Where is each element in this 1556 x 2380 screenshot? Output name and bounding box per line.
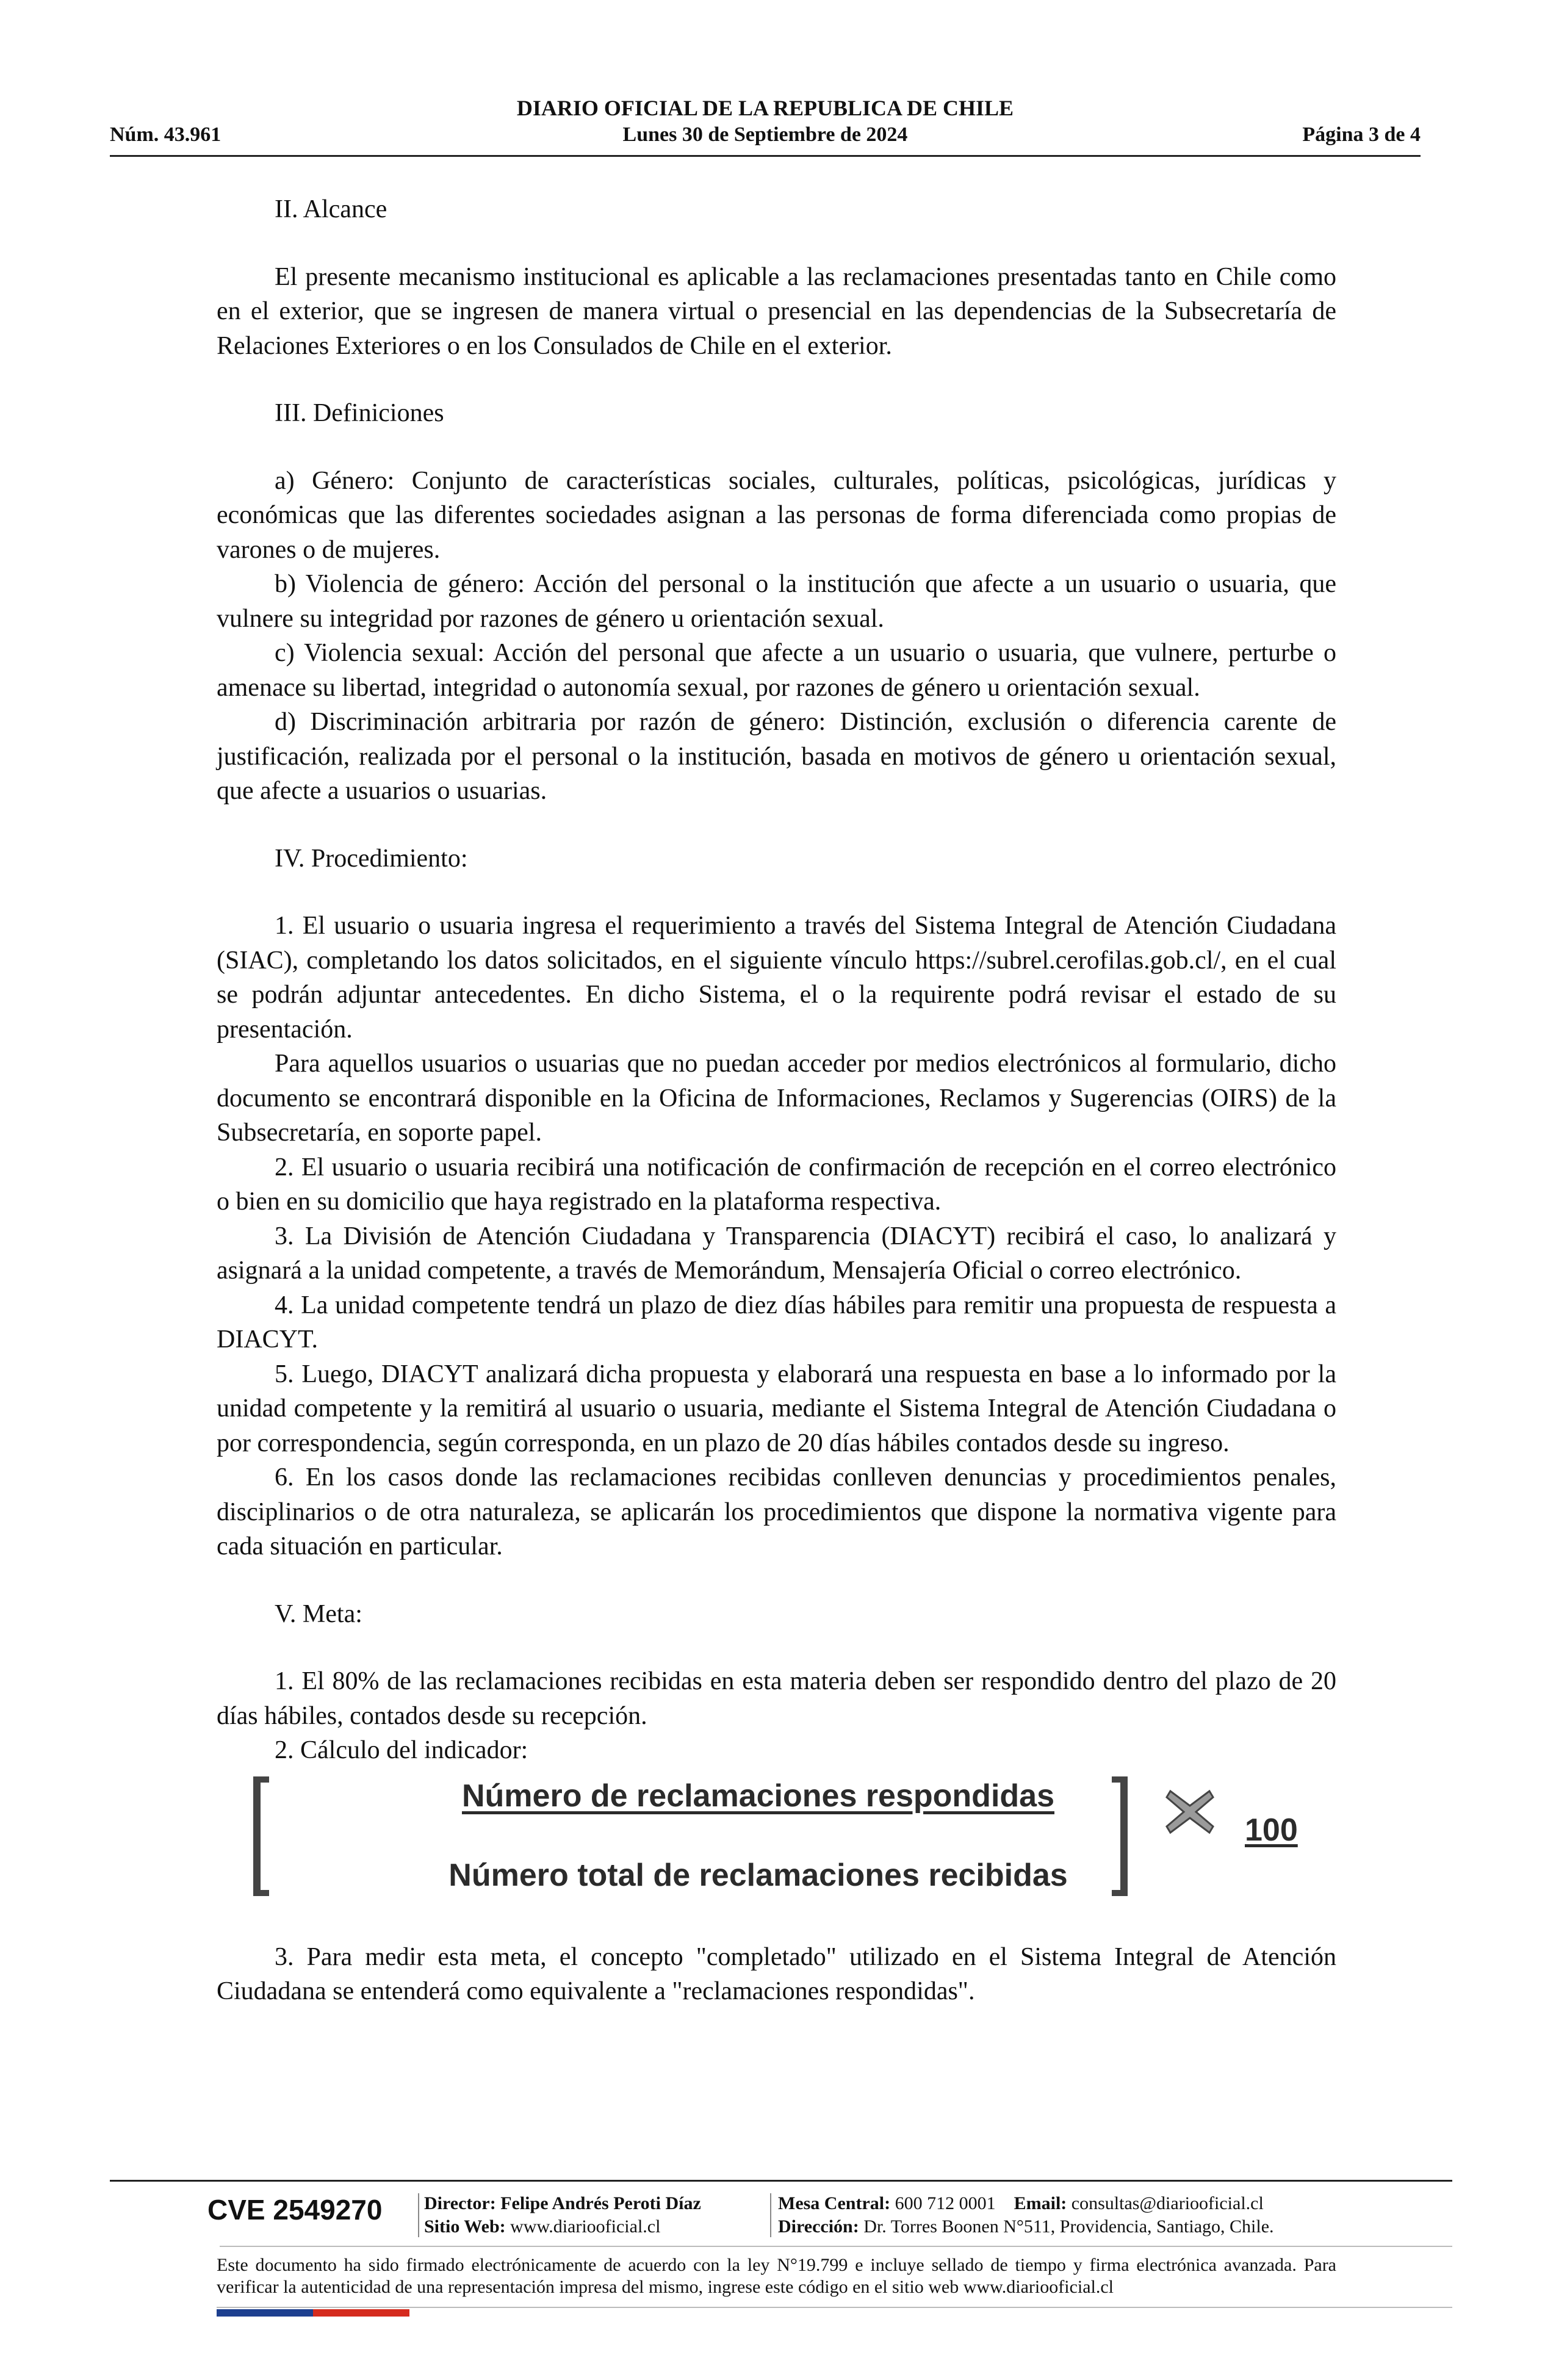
issue-number: Núm. 43.961 [110, 123, 222, 146]
newspaper-title: DIARIO OFICIAL DE LA REPUBLICA DE CHILE [516, 96, 1014, 120]
footer-director-block [424, 2192, 701, 2238]
formula-numerator: Número de reclamaciones respondidas [461, 1778, 1054, 1814]
procedure-step: 3. La División de Atención Ciudadana y Transparencia (DIACYT) recibirá el caso, lo analizará y asignará a la unidad competente, a través de Memorándum, Mensajería Oficial o correo electrónico. [217, 1222, 1336, 1285]
director-name: Felipe Andrés Peroti Díaz [500, 2193, 701, 2213]
meta-item: 2. Cálculo del indicador: [275, 1736, 528, 1764]
flag-stripe [217, 2309, 409, 2317]
definition-item: b) Violencia de género: Acción del personal o la institución que afecte a un usuario o usuaria, que vulnere su integridad por razones de género u orientación sexual. [217, 570, 1336, 633]
mesa-phone: 600 712 0001 [895, 2193, 996, 2213]
procedure-step: Para aquellos usuarios o usuarias que no puedan acceder por medios electrónicos al formulario, dicho documento se encontrará disponible en la Oficina de Informaciones, Reclamos y Sugerencias (OIRS) de la Subsecretaría, en soporte papel. [217, 1050, 1336, 1147]
indicator-formula [217, 1773, 1336, 1913]
page-footer [110, 2180, 1452, 2326]
alcance-paragraph: El presente mecanismo institucional es aplicable a las reclamaciones presentadas tanto en Chile como en el exterior, que se ingresen de manera virtual o presencial en las dependencias de la Subsecretaría de Relaciones Exteriores o en los Consulados de Chile en el exterior. [217, 262, 1336, 360]
meta-item: 1. El 80% de las reclamaciones recibidas en esta materia deben ser respondido dentro del plazo de 20 días hábiles, contados desde su recepción. [217, 1667, 1336, 1730]
page-number: Página 3 de 4 [1302, 123, 1421, 146]
section-heading-definiciones: III. Definiciones [275, 399, 444, 427]
section-heading-procedimiento: IV. Procedimiento: [275, 844, 468, 873]
signature-notice: Este documento ha sido firmado electrónicamente de acuerdo con la ley N°19.799 e incluye sellado de tiempo y firma electrónica avanzada. Para verificar la autenticidad de una representación impresa del mismo, ingrese este código en el sitio web www.diariooficial.cl [217, 2255, 1336, 2297]
multiply-icon [1165, 1787, 1214, 1836]
left-bracket [253, 1776, 269, 1896]
footer-contact-block [778, 2192, 1274, 2238]
section-heading-alcance: II. Alcance [275, 195, 387, 223]
website-label: Sitio Web: [424, 2216, 506, 2237]
website-line [424, 2215, 701, 2238]
definition-item: d) Discriminación arbitraria por razón de género: Distinción, exclusión o diferencia carente de justificación, realizada por el personal o la institución, basada en motivos de género u orientación sexual, que afecte a usuarios o usuarias. [217, 708, 1336, 805]
cve-code: CVE 2549270 [207, 2194, 383, 2226]
address-label: Dirección: [778, 2216, 859, 2237]
procedure-step: 4. La unidad competente tendrá un plazo de diez días hábiles para remitir una propuesta de respuesta a DIACYT. [217, 1291, 1336, 1354]
footer-divider [110, 2180, 1452, 2182]
director-line [424, 2192, 701, 2215]
flag-red-segment [313, 2309, 409, 2317]
document-body [217, 192, 1336, 2009]
meta-closing: 3. Para medir esta meta, el concepto "completado" utilizado en el Sistema Integral de Atención Ciudadana se entenderá como equivalente a "reclamaciones respondidas". [217, 1942, 1336, 2005]
issue-date: Lunes 30 de Septiembre de 2024 [622, 123, 908, 146]
director-label: Director: [424, 2193, 496, 2213]
procedure-step: 6. En los casos donde las reclamaciones recibidas conlleven denuncias y procedimientos penales, disciplinarios o de otra naturaleza, se aplicarán los procedimientos que dispone la normativa vigente para cada situación en particular. [217, 1463, 1336, 1560]
procedure-step: 1. El usuario o usuaria ingresa el requerimiento a través del Sistema Integral de Atención Ciudadana (SIAC), completando los datos solicitados, en el siguiente vínculo https://subrel.cerofilas.gob.cl/, en el cual se podrán adjuntar antecedentes. En dicho Sistema, el o la requirente podrá revisar el estado de su presentación. [217, 912, 1336, 1044]
page-header [110, 92, 1421, 159]
flag-blue-segment [217, 2309, 313, 2317]
contact-line [778, 2192, 1274, 2215]
right-bracket [1112, 1776, 1128, 1896]
header-divider [110, 155, 1421, 157]
email-link[interactable]: consultas@diariooficial.cl [1071, 2193, 1264, 2213]
formula-multiplier: 100 [1245, 1812, 1298, 1848]
mesa-label: Mesa Central: [778, 2193, 891, 2213]
address-value: Dr. Torres Boonen N°511, Providencia, Santiago, Chile. [863, 2216, 1274, 2237]
procedure-step: 2. El usuario o usuaria recibirá una notificación de confirmación de recepción en el correo electrónico o bien en su domicilio que haya registrado en la plataforma respectiva. [217, 1153, 1336, 1216]
website-link[interactable]: www.diariooficial.cl [510, 2216, 661, 2237]
footer-separator [770, 2193, 771, 2237]
formula-denominator: Número total de reclamaciones recibidas [448, 1857, 1068, 1893]
section-heading-meta: V. Meta: [275, 1599, 362, 1628]
footer-separator [418, 2193, 419, 2237]
footer-bottom-divider [217, 2307, 1452, 2308]
footer-inner-divider [220, 2246, 1452, 2247]
email-label: Email: [1014, 2193, 1067, 2213]
definition-item: c) Violencia sexual: Acción del personal que afecte a un usuario o usuaria, que vulnere, perturbe o amenace su libertad, integridad o autonomía sexual, por razones de género u orientación sexual. [217, 639, 1336, 702]
definition-item: a) Género: Conjunto de características sociales, culturales, políticas, psicológicas, jurídicas y económicas que las diferentes sociedades asignan a las personas de forma diferenciada como propias de varones o de mujeres. [217, 466, 1336, 564]
procedure-step: 5. Luego, DIACYT analizará dicha propuesta y elaborará una respuesta en base a lo informado por la unidad competente y la remitirá al usuario o usuaria, mediante el Sistema Integral de Atención Ciudadana o por correspondencia, según corresponda, en un plazo de 20 días hábiles contados desde su ingreso. [217, 1360, 1336, 1457]
address-line [778, 2215, 1274, 2238]
